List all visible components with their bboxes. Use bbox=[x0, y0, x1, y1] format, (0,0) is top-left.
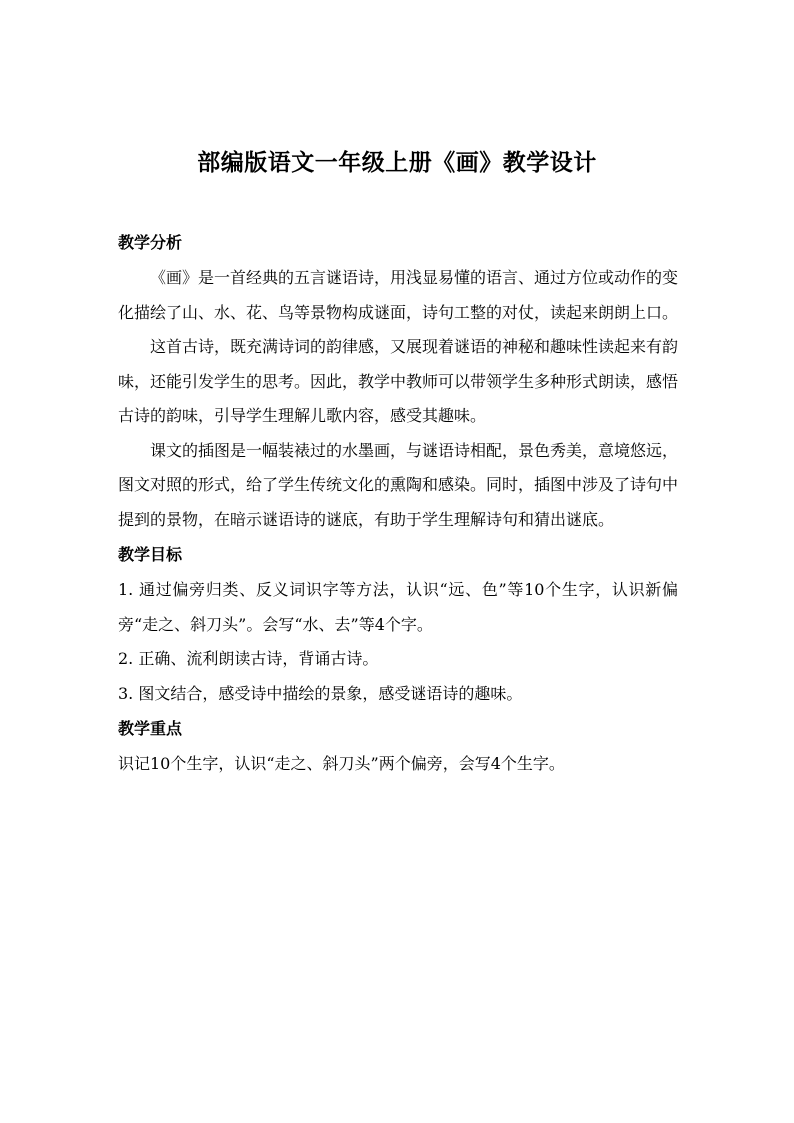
goal-item: 1. 通过偏旁归类、反义词识字等方法，认识“远、色”等10个生字，认识新偏旁“走之、斜刀头”。会写“水、去”等4个字。 bbox=[118, 580, 678, 634]
section-heading-analysis: 教学分析 bbox=[118, 233, 183, 252]
section-heading-goals: 教学目标 bbox=[118, 545, 183, 564]
document-title: 部编版语文一年级上册《画》教学设计 bbox=[197, 150, 597, 176]
document-body bbox=[118, 225, 678, 782]
analysis-paragraph: 课文的插图是一幅装裱过的水墨画，与谜语诗相配，景色秀美，意境悠远，图文对照的形式，给了学生传统文化的熏陶和感染。同时，插图中涉及了诗句中提到的景物，在暗示谜语诗的谜底，有助于学生理解诗句和猜出谜底。 bbox=[118, 440, 679, 529]
goal-item: 3. 图文结合，感受诗中描绘的景象，感受谜语诗的趣味。 bbox=[118, 683, 523, 703]
section-heading-focus: 教学重点 bbox=[118, 719, 183, 738]
analysis-paragraph: 《画》是一首经典的五言谜语诗，用浅显易懂的语言、通过方位或动作的变化描绘了山、水、花、鸟等景物构成谜面，诗句工整的对仗，读起来朗朗上口。 bbox=[118, 268, 679, 322]
goal-item: 2. 正确、流利朗读古诗，背诵古诗。 bbox=[118, 649, 379, 668]
analysis-paragraph: 这首古诗，既充满诗词的韵律感，又展现着谜语的神秘和趣味性读起来有韵味，还能引发学生的思考。因此，教学中教师可以带领学生多种形式朗读，感悟古诗的韵味，引导学生理解儿歌内容，感受其趣味。 bbox=[118, 337, 679, 425]
focus-text: 识记10个生字，认识“走之、斜刀头”两个偏旁，会写4个生字。 bbox=[118, 754, 565, 773]
